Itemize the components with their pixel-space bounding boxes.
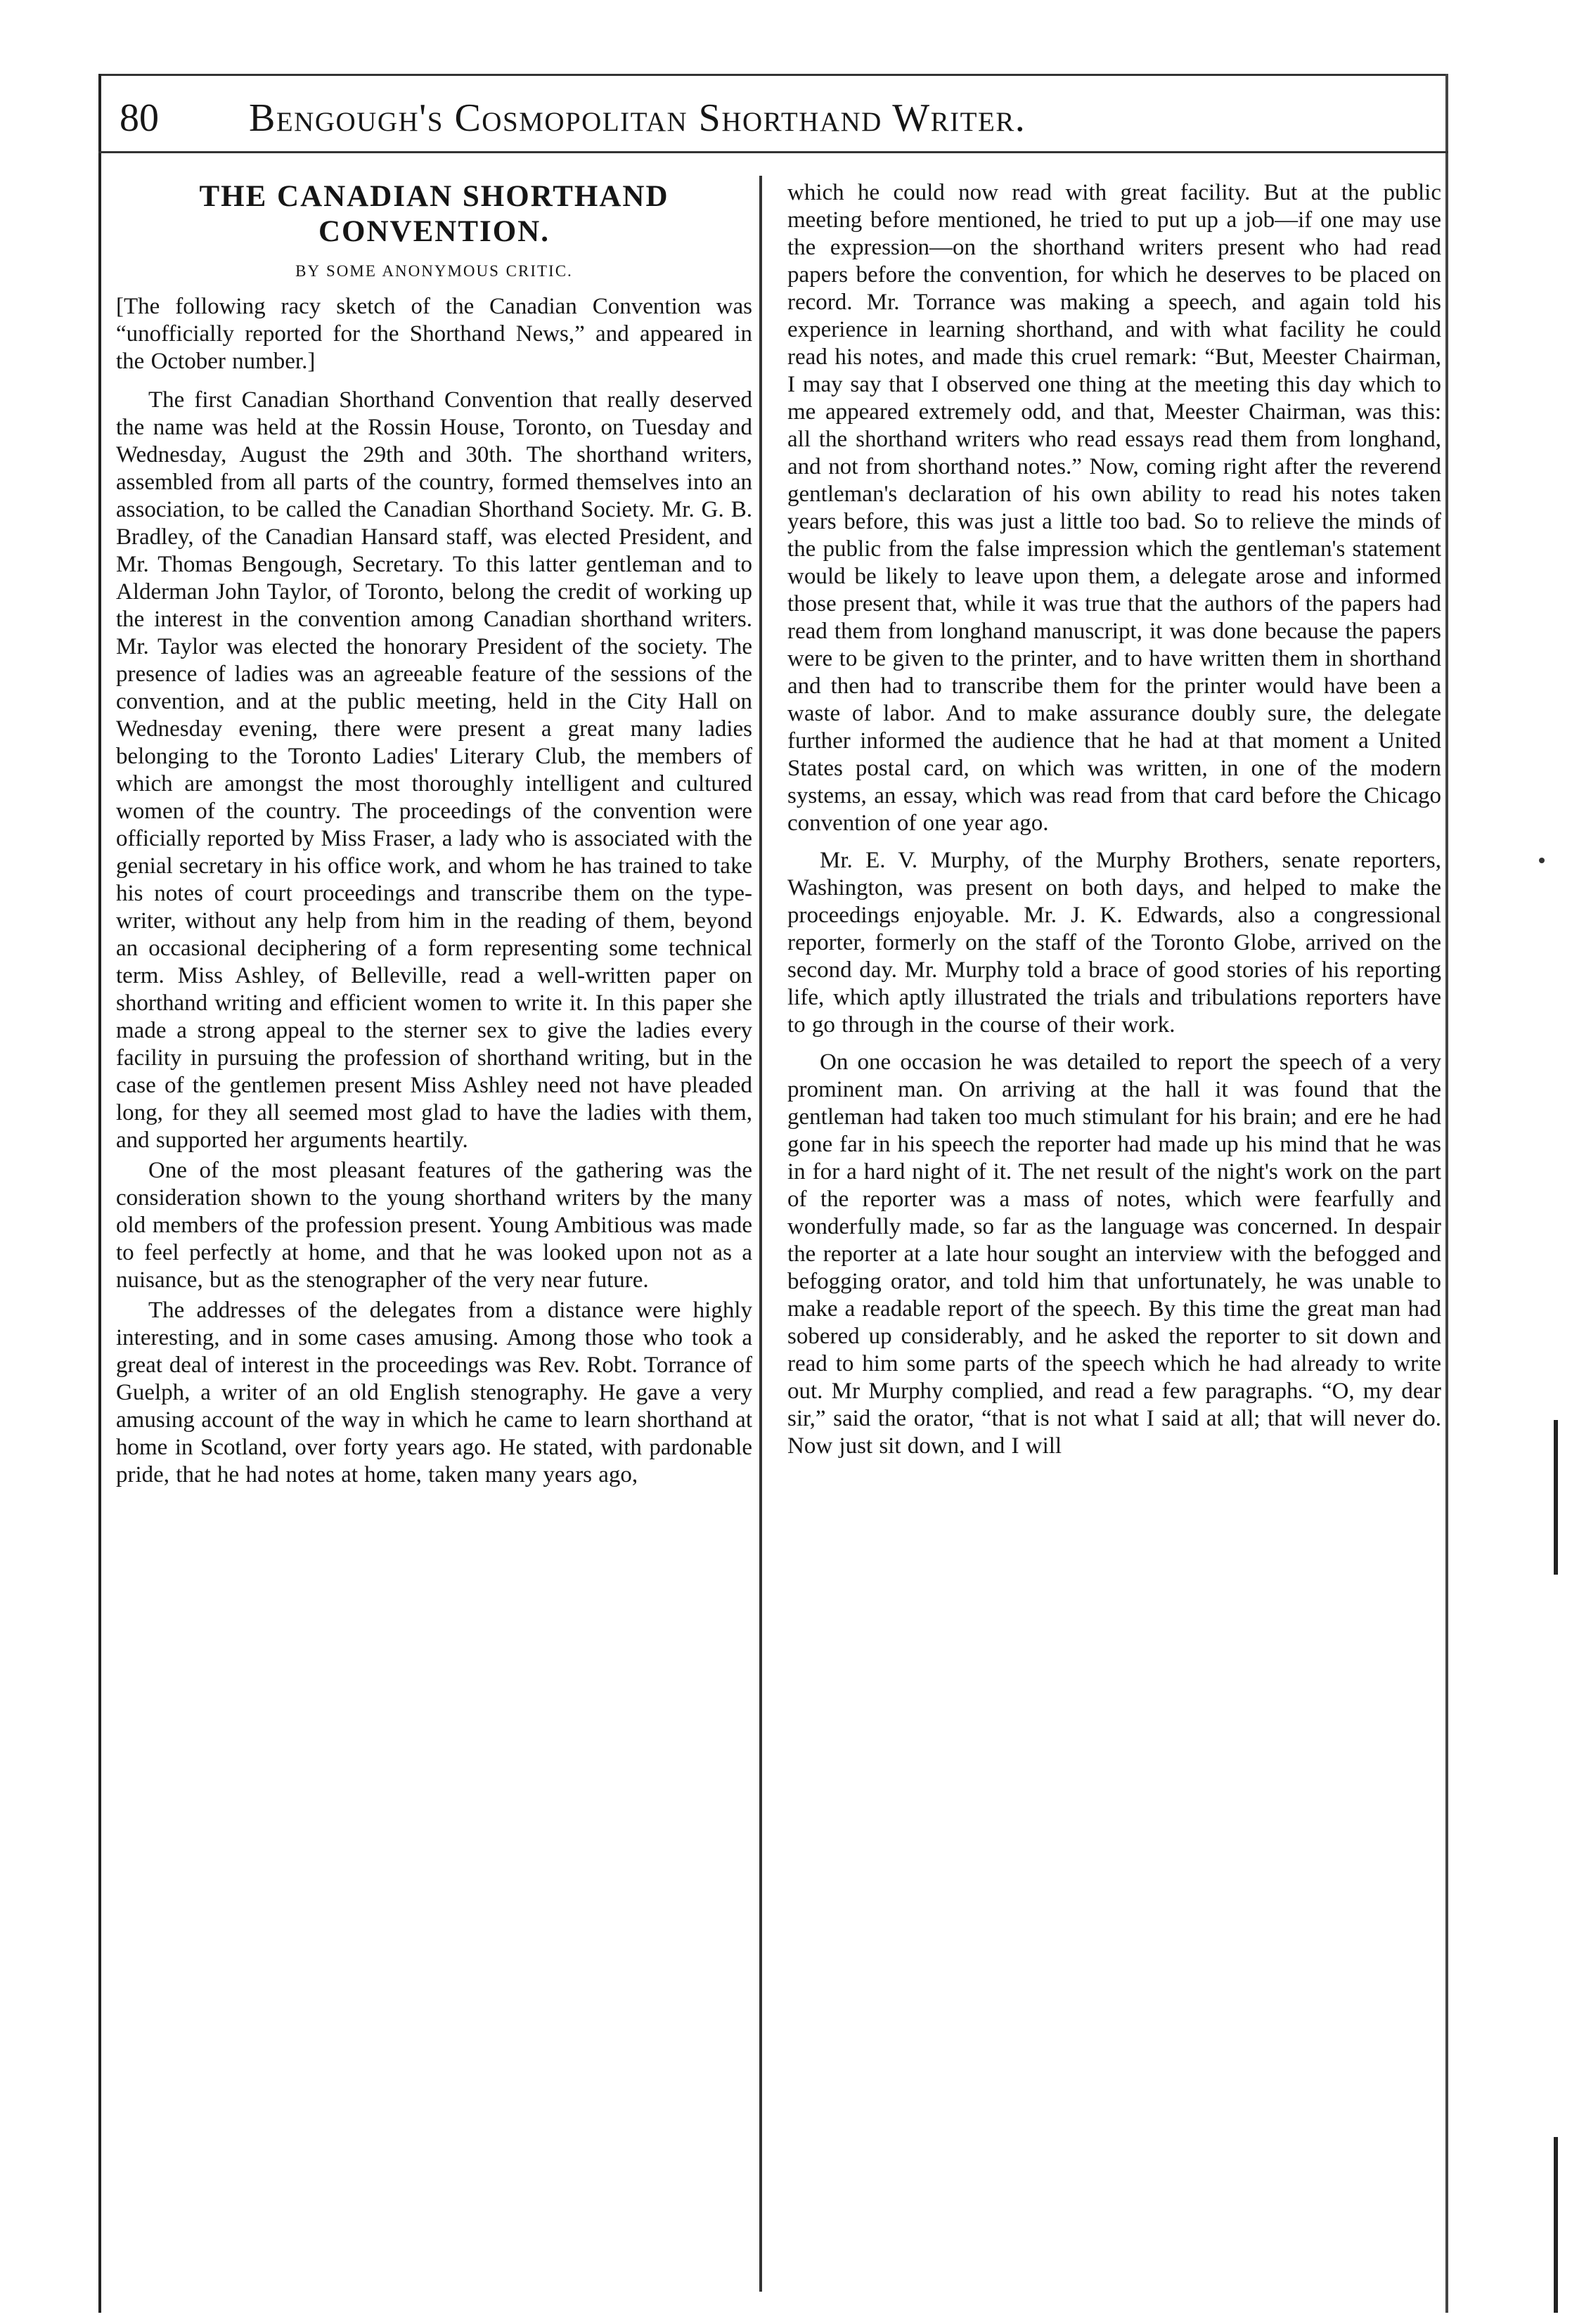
column-divider (759, 176, 762, 2292)
editorial-note: [The following racy sketch of the Canadian Convention was “unofficially reported for the Shorthand News,” and appeared in the October number.] (116, 294, 752, 374)
right-border-rule (1445, 74, 1448, 2313)
running-head (120, 93, 1434, 143)
left-column (116, 179, 752, 1492)
paragraph: The addresses of the delegates from a distance were highly interesting, and in some cases amusing. Among those who took a great deal of interest in the proceedings was Rev. Robt. Torrance of Guelph, a writer of an old English stenography. He gave a very amusing account of the way in which he came to learn shorthand at home in Scotland, over forty years ago. He stated, with pardonable pride, that he had notes at home, taken many years ago, (116, 1298, 752, 1487)
paragraph: On one occasion he was detailed to report the speech of a very prominent man. On arriving at the hall it was found that the gentleman had taken too much stimulant for his brain; and ere he had gone far in his speech the reporter had made up his mind that he was in for a hard night of it. The net result of the night's work on the part of the reporter was a mass of notes, which were fearfully and wonderfully made, so far as the language was concerned. In despair the reporter at a late hour sought an interview with the befogged and befogging orator, and told him that unfortunately, he was unable to make a readable report of the speech. By this time the great man had sobered up considerably, and he asked the reporter to sit down and read to him some parts of the speech which he had already to write out. Mr Murphy complied, and read a few paragraphs. “O, my dear sir,” said the orator, “that is not what I said at all; that will never do. Now just sit down, and I will (787, 1050, 1441, 1459)
paragraph: The first Canadian Shorthand Convention that really deserved the name was held at the Rossin House, Toronto, on Tuesday and Wednesday, August the 29th and 30th. The shorthand writers, assembled from all parts of the country, formed themselves into an association, to be called the Canadian Shorthand Society. Mr. G. B. Bradley, of the Canadian Hansard staff, was elected President, and Mr. Thomas Bengough, Secretary. To this latter gentleman and to Alderman John Taylor, of Toronto, belong the credit of working up the interest in the convention among Canadian shorthand writers. Mr. Taylor was elected the honorary President of the society. The presence of ladies was an agreeable feature of the sessions of the convention, and at the public meeting, held in the City Hall on Wednesday evening, there were present a great many ladies belonging to the Toronto Ladies' Literary Club, the members of which are amongst the most thoroughly intelligent and cultured women of the country. The proceedings of the convention were officially reported by Miss Fraser, a lady who is associated with the genial secretary in his office work, and whom he has trained to take his notes of court proceedings and transcribe them on the type-writer, without any help from him in the reading of them, beyond an occasional deciphering of a form representing some technical term. Miss Ashley, of Belleville, read a well-written paper on shorthand writing and efficient women to write it. In this paper she made a strong appeal to the sterner sex to give the ladies every facility in pursuing the profession of shorthand writing, but in the case of the gentlemen present Miss Ashley need not have pleaded long, for they all seemed most glad to have the ladies with them, and supported her arguments heartily. (116, 387, 752, 1153)
edge-mark-upper (1554, 1420, 1558, 1575)
margin-dot (1539, 858, 1545, 863)
right-column (787, 179, 1441, 1470)
article-byline: BY SOME ANONYMOUS CRITIC. (295, 262, 573, 280)
top-rule (98, 74, 1448, 76)
header-rule (98, 151, 1448, 153)
edge-mark-lower (1554, 2137, 1558, 2313)
page-number: 80 (120, 96, 159, 140)
paragraph: One of the most pleasant features of the gathering was the consideration shown to the young shorthand writers by the many old members of the profession present. Young Ambitious was made to feel perfectly at home, and that he was looked upon not as a nuisance, but as the stenographer of the very near future. (116, 1158, 752, 1293)
article-title: THE CANADIAN SHORTHAND CONVENTION. (199, 180, 669, 248)
paragraph: Mr. E. V. Murphy, of the Murphy Brothers, senate reporters, Washington, was present on both days, and helped to make the proceedings enjoyable. Mr. J. K. Edwards, also a congressional reporter, formerly on the staff of the Toronto Globe, arrived on the second day. Mr. Murphy told a brace of good stories of his reporting life, which aptly illustrated the trials and tribulations reporters have to go through in the course of their work. (787, 848, 1441, 1038)
left-border-rule (98, 74, 101, 2313)
running-title: Bengough's Cosmopolitan Shorthand Writer. (249, 96, 1026, 140)
paragraph-continued: which he could now read with great facility. But at the public meeting before mentioned, he tried to put up a job—if one may use the expression—on the shorthand writers present who had read papers before the convention, for which he deserves to be placed on record. Mr. Torrance was making a speech, and again told his experience in learning shorthand, and with what facility he could read his notes, and made this cruel remark: “But, Meester Chairman, I may say that I observed one thing at the meeting this day which to me appeared extremely odd, and that, Meester Chairman, was this: all the shorthand writers who read essays read them from longhand, and not from shorthand notes.” Now, coming right after the reverend gentleman's declaration of his own ability to read his notes taken years before, this was just a little too bad. So to relieve the minds of the public from the false impression which the gentleman's statement would be likely to leave upon them, a delegate arose and informed those present that, while it was true that the authors of the papers had read them from longhand manuscript, it was done because the papers were to be given to the printer, and to have written them in shorthand and then had to transcribe them for the printer would have been a waste of labor. And to make assurance doubly sure, the delegate further informed the audience that he had at that moment a United States postal card, on which was written, in one of the modern systems, an essay, which was read from that card before the Chicago convention of one year ago. (787, 180, 1441, 836)
